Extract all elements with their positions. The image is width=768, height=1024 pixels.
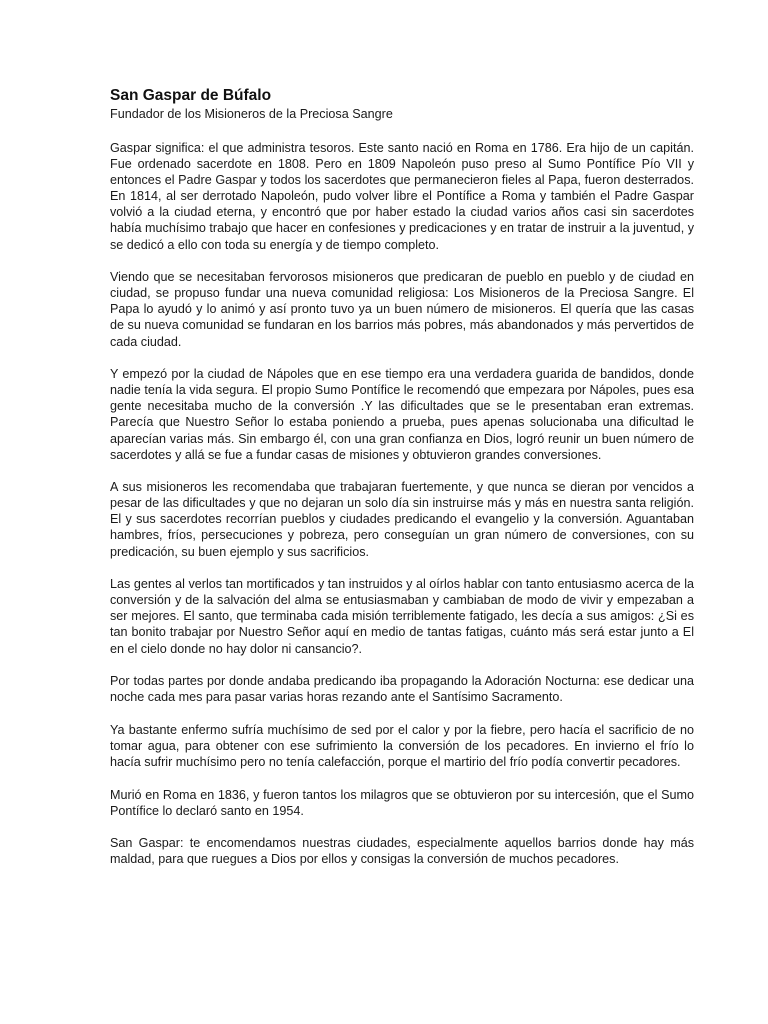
- paragraph-3: Y empezó por la ciudad de Nápoles que en ese tiempo era una verdadera guarida de bandidos, donde nadie tenía la vida segura. El propio Sumo Pontífice le recomendó que empezara por Nápoles, pues esa gente necesitaba mucho de la conversión .Y las dificultades que se le presentaban eran extremas. Parecía que Nuestro Señor lo estaba poniendo a prueba, pues apenas solucionaba una dificultad le aparecían varias más. Sin embargo él, con una gran confianza en Dios, logró reunir un buen número de sacerdotes y allá se fue a fundar casas de misiones y obtuvieron grandes conversiones.: [110, 367, 694, 462]
- paragraph-9: San Gaspar: te encomendamos nuestras ciudades, especialmente aquellos barrios donde hay más maldad, para que ruegues a Dios por ellos y consigas la conversión de muchos pecadores.: [110, 836, 694, 867]
- document-title: San Gaspar de Búfalo: [110, 87, 272, 104]
- document-page: [110, 86, 694, 884]
- paragraph-4: A sus misioneros les recomendaba que trabajaran fuertemente, y que nunca se dieran por vencidos a pesar de las dificultades y que no dejaran un solo día sin instruirse más y más en nuestra santa religión. El y sus sacerdotes recorrían pueblos y ciudades predicando el evangelio y la conversión. Aguantaban hambres, fríos, persecuciones y pobreza, pero conseguían un gran número de conversiones, con su predicación, su buen ejemplo y sus sacrificios.: [110, 480, 694, 559]
- paragraph-8: Murió en Roma en 1836, y fueron tantos los milagros que se obtuvieron por su intercesión, que el Sumo Pontífice lo declaró santo en 1954.: [110, 787, 694, 818]
- paragraph-5: Las gentes al verlos tan mortificados y tan instruidos y al oírlos hablar con tanto entusiasmo acerca de la conversión y de la salvación del alma se entusiasmaban y cambiaban de modo de vivir y empezaban a ser mejores. El santo, que terminaba cada misión terriblemente fatigado, les decía a sus amigos: ¿Si es tan bonito trabajar por Nuestro Señor aquí en medio de tantas fatigas, cuánto más será estar junto a El en el cielo donde no hay dolor ni cansancio?.: [110, 577, 694, 656]
- paragraph-1: Gaspar significa: el que administra tesoros. Este santo nació en Roma en 1786. Era hijo de un capitán. Fue ordenado sacerdote en 1808. Pero en 1809 Napoleón puso preso al Sumo Pontífice Pío VII y entonces el Padre Gaspar y todos los sacerdotes que permanecieron fieles al Papa, fueron desterrados. En 1814, al ser derrotado Napoleón, pudo volver libre el Pontífice a Roma y también el Padre Gaspar volvió a la ciudad eterna, y encontró que por haber estado la ciudad varios años casi sin sacerdotes había muchísimo trabajo que hacer en confesiones y predicaciones y en tratar de instruir a la juventud, y se dedicó a ello con toda su energía y de tiempo completo.: [110, 141, 694, 252]
- paragraph-7: Ya bastante enfermo sufría muchísimo de sed por el calor y por la fiebre, pero hacía el sacrificio de no tomar agua, para obtener con ese sufrimiento la conversión de los pecadores. En invierno el frío lo hacía sufrir muchísimo pero no tenía calefacción, porque el martirio del frío podía convertir pecadores.: [110, 722, 694, 769]
- paragraph-6: Por todas partes por donde andaba predicando iba propagando la Adoración Nocturna: ese dedicar una noche cada mes para pasar varias horas rezando ante el Santísimo Sacramento.: [110, 674, 694, 705]
- paragraph-2: Viendo que se necesitaban fervorosos misioneros que predicaran de pueblo en pueblo y de ciudad en ciudad, se propuso fundar una nueva comunidad religiosa: Los Misioneros de la Preciosa Sangre. El Papa lo ayudó y lo animó y así pronto tuvo ya un buen número de misioneros. El quería que las casas de su nueva comunidad se fundaran en los barrios más pobres, más abandonados y más pervertidos de cada ciudad.: [110, 270, 694, 349]
- document-subtitle: Fundador de los Misioneros de la Preciosa Sangre: [110, 107, 393, 121]
